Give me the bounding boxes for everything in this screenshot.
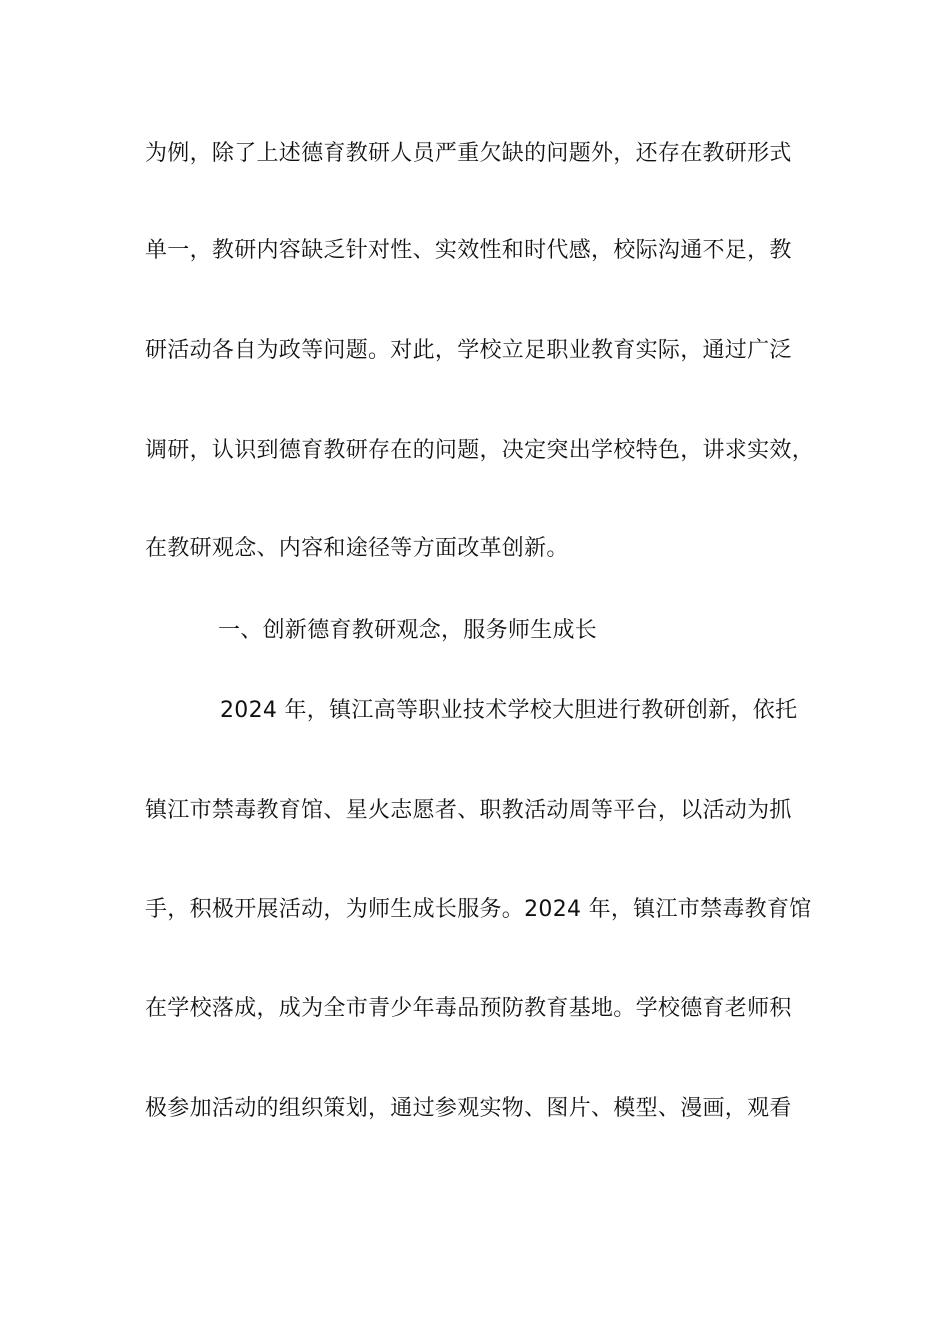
paragraph-line: 镇江市禁毒教育馆、星火志愿者、职教活动周等平台，以活动为抓 bbox=[145, 798, 792, 823]
text-line: 为例，除了上述德育教研人员严重欠缺的问题外，还存在教研形式 bbox=[145, 141, 792, 166]
text-line: 调研，认识到德育教研存在的问题，决定突出学校特色，讲求实效， bbox=[145, 438, 815, 463]
text-line: 单一，教研内容缺乏针对性、实效性和时代感，校际沟通不足，教 bbox=[145, 238, 792, 263]
text-line: 在教研观念、内容和途径等方面改革创新。 bbox=[145, 536, 569, 561]
text-line: 研活动各自为政等问题。对此，学校立足职业教育实际，通过广泛 bbox=[145, 338, 792, 363]
paragraph-line: 极参加活动的组织策划，通过参观实物、图片、模型、漫画，观看 bbox=[145, 1096, 792, 1121]
paragraph-line: 2024 年，镇江高等职业技术学校大胆进行教研创新，依托 bbox=[220, 698, 798, 723]
paragraph-line: 在学校落成，成为全市青少年毒品预防教育基地。学校德育老师积 bbox=[145, 996, 792, 1021]
section-heading: 一、创新德育教研观念，服务师生成长 bbox=[218, 618, 598, 643]
paragraph-line: 手，积极开展活动，为师生成长服务。2024 年，镇江市禁毒教育馆 bbox=[145, 897, 812, 922]
